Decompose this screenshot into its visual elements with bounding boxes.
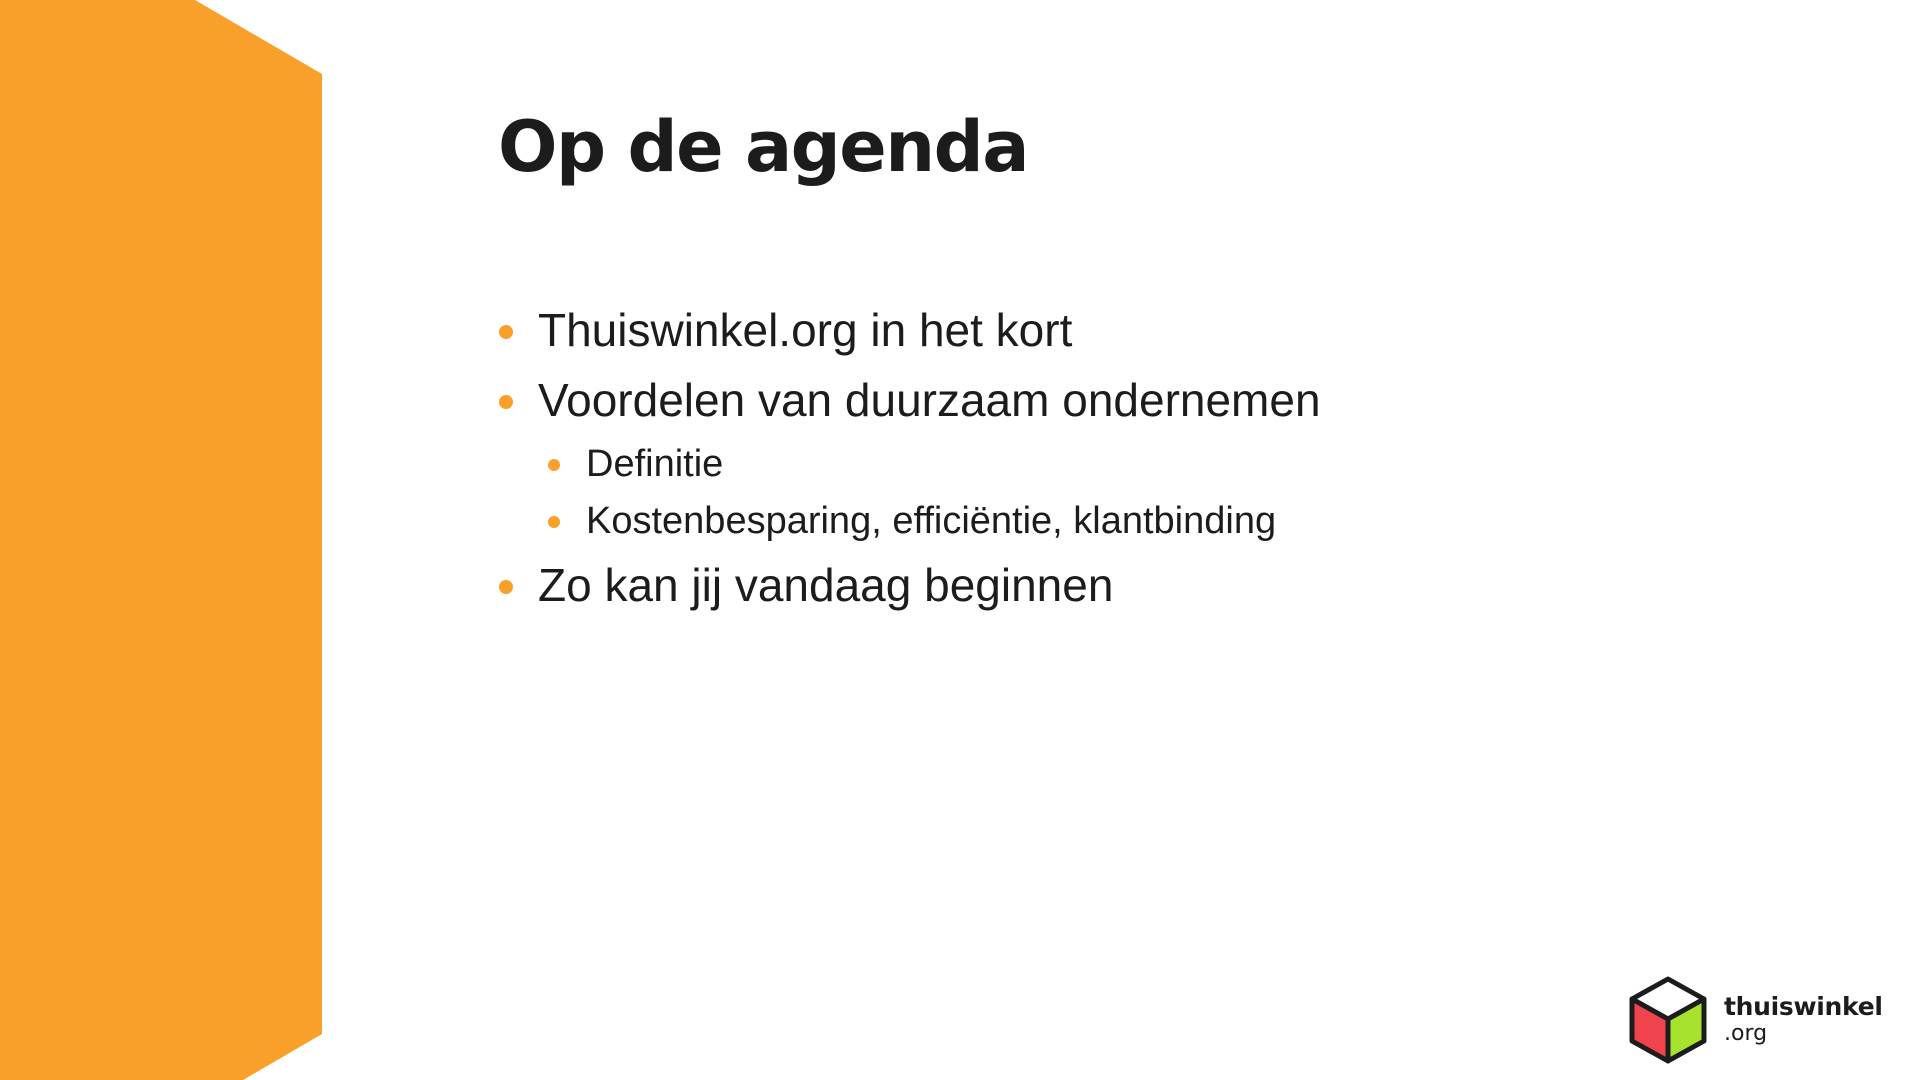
agenda-item-text: Zo kan jij vandaag beginnen: [538, 559, 1114, 611]
agenda-item: [498, 557, 1113, 613]
agenda-item: [498, 372, 1321, 428]
agenda-item: [498, 302, 1072, 358]
agenda-item-text: Definitie: [586, 443, 724, 485]
orange-side-shape: [0, 0, 322, 1080]
cube-icon: [1628, 975, 1708, 1065]
bullet-icon: [499, 580, 513, 594]
agenda-item-text: Thuiswinkel.org in het kort: [538, 304, 1073, 356]
slide-title: Op de agenda: [498, 106, 1028, 188]
orange-side-polygon: [0, 0, 322, 1080]
bullet-icon: [499, 325, 513, 339]
bullet-icon: [548, 516, 560, 528]
logo-tld: .org: [1724, 1021, 1768, 1046]
agenda-item-text: Kostenbesparing, efficiëntie, klantbinding: [586, 500, 1277, 542]
bullet-icon: [499, 395, 513, 409]
agenda-item-text: Voordelen van duurzaam ondernemen: [538, 374, 1321, 426]
bullet-icon: [548, 459, 560, 471]
thuiswinkel-logo: [1628, 975, 1883, 1065]
logo-wordmark: thuiswinkel: [1724, 992, 1883, 1021]
agenda-subitem: [498, 440, 723, 488]
agenda-subitem: [498, 497, 1276, 545]
